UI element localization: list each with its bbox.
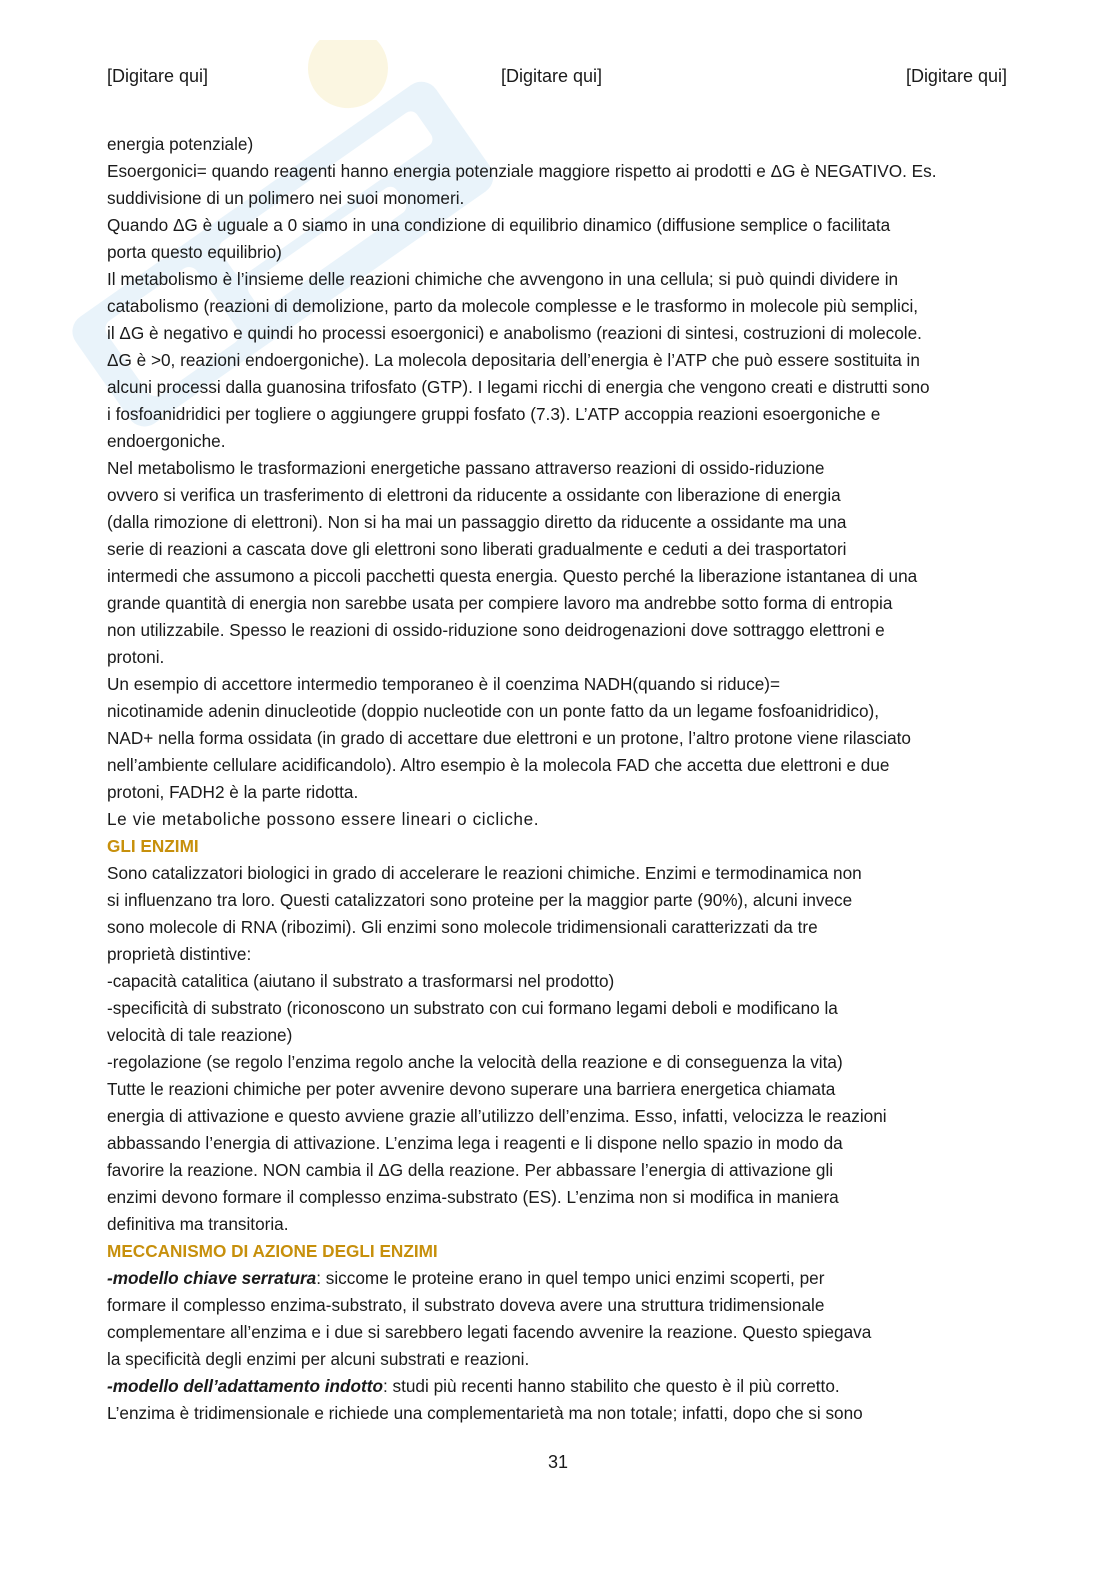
text-line: protoni. xyxy=(107,647,165,667)
header-right: [Digitare qui] xyxy=(905,66,1007,86)
text-line: il ΔG è negativo e quindi ho processi esoergonici) e anabolismo (reazioni di sintesi, costruzioni di molecole. xyxy=(107,323,922,343)
section-title-meccanismo: MECCANISMO DI AZIONE DEGLI ENZIMI xyxy=(107,1241,438,1261)
text-line: suddivisione di un polimero nei suoi monomeri. xyxy=(107,188,465,208)
paragraph-block-chiave xyxy=(107,1292,1007,1373)
text-line: proprietà distintive: xyxy=(107,944,252,964)
text-line: alcuni processi dalla guanosina trifosfato (GTP). I legami ricchi di energia che vengono creati e distrutti sono xyxy=(107,377,930,397)
text-line: Sono catalizzatori biologici in grado di accelerare le reazioni chimiche. Enzimi e termodinamica non xyxy=(107,863,862,883)
text-line: L’enzima è tridimensionale e richiede una complementarietà ma non totale; infatti, dopo che si sono xyxy=(107,1403,863,1423)
text-line: non utilizzabile. Spesso le reazioni di ossido-riduzione sono deidrogenazioni dove sottraggo elettroni e xyxy=(107,620,885,640)
term-emphasis: -modello chiave serratura xyxy=(107,1268,317,1288)
text-line: Un esempio di accettore intermedio temporaneo è il coenzima NADH(quando si riduce)= xyxy=(107,674,781,694)
term-description: : siccome le proteine erano in quel tempo unici enzimi scoperti, per xyxy=(316,1268,825,1288)
text-line: energia potenziale) xyxy=(107,134,254,154)
text-line: Tutte le reazioni chimiche per poter avvenire devono superare una barriera energetica chiamata xyxy=(107,1079,836,1099)
text-line: -capacità catalitica (aiutano il substrato a trasformarsi nel prodotto) xyxy=(107,971,615,991)
text-line: NAD+ nella forma ossidata (in grado di accettare due elettroni e un protone, l’altro protone viene rilasciato xyxy=(107,728,911,748)
text-line: ΔG è >0, reazioni endoergoniche). La molecola depositaria dell’energia è l’ATP che può essere sostituita in xyxy=(107,350,920,370)
text-line: definitiva ma transitoria. xyxy=(107,1214,289,1234)
text-line: si influenzano tra loro. Questi catalizzatori sono proteine per la maggior parte (90%), alcuni invece xyxy=(107,890,853,910)
paragraph-block-enzimi xyxy=(107,860,1007,1238)
text-line: Le vie metaboliche possono essere lineari o cicliche. xyxy=(107,809,540,829)
term-description: : studi più recenti hanno stabilito che questo è il più corretto. xyxy=(382,1376,840,1396)
text-line: nell’ambiente cellulare acidificandolo). Altro esempio è la molecola FAD che accetta due elettroni e due xyxy=(107,755,890,775)
text-line: formare il complesso enzima-substrato, il substrato doveva avere una struttura tridimensionale xyxy=(107,1295,825,1315)
text-line: -specificità di substrato (riconoscono un substrato con cui formano legami deboli e modificano la xyxy=(107,998,838,1018)
text-line: energia di attivazione e questo avviene grazie all’utilizzo dell’enzima. Esso, infatti, velocizza le reazioni xyxy=(107,1106,887,1126)
text-line: abbassando l’energia di attivazione. L’enzima lega i reagenti e li dispone nello spazio in modo da xyxy=(107,1133,843,1153)
text-line: nicotinamide adenin dinucleotide (doppio nucleotide con un ponte fatto da un legame fosfoanidridico), xyxy=(107,701,880,721)
model-chiave-serratura xyxy=(107,1265,1007,1292)
term-emphasis: -modello dell’adattamento indotto xyxy=(107,1376,383,1396)
text-line: protoni, FADH2 è la parte ridotta. xyxy=(107,782,359,802)
text-line: Nel metabolismo le trasformazioni energetiche passano attraverso reazioni di ossido-riduzione xyxy=(107,458,825,478)
header-center: [Digitare qui] xyxy=(501,66,603,86)
text-line: (dalla rimozione di elettroni). Non si ha mai un passaggio diretto da riducente a ossidante ma una xyxy=(107,512,847,532)
text-line: endoergoniche. xyxy=(107,431,226,451)
text-line: catabolismo (reazioni di demolizione, parto da molecole complesse e le trasformo in molecole più semplici, xyxy=(107,296,919,316)
text-line: serie di reazioni a cascata dove gli elettroni sono liberati gradualmente e ceduti a dei trasportatori xyxy=(107,539,847,559)
text-line: grande quantità di energia non sarebbe usata per compiere lavoro ma andrebbe sotto forma di entropia xyxy=(107,593,893,613)
text-line: favorire la reazione. NON cambia il ΔG della reazione. Per abbassare l’energia di attivazione gli xyxy=(107,1160,834,1180)
paragraph-block-indotto xyxy=(107,1400,1007,1427)
text-line: Il metabolismo è l’insieme delle reazioni chimiche che avvengono in una cellula; si può quindi dividere in xyxy=(107,269,899,289)
model-adattamento-indotto xyxy=(107,1373,1007,1400)
text-line: Quando ΔG è uguale a 0 siamo in una condizione di equilibrio dinamico (diffusione semplice o facilitata xyxy=(107,215,891,235)
text-line: Esoergonici= quando reagenti hanno energia potenziale maggiore rispetto ai prodotti e ΔG è NEGATIVO. Es. xyxy=(107,161,937,181)
text-line: -regolazione (se regolo l’enzima regolo anche la velocità della reazione e di conseguenza la vita) xyxy=(107,1052,843,1072)
document-body xyxy=(107,131,1007,1427)
text-line: velocità di tale reazione) xyxy=(107,1025,293,1045)
text-line: ovvero si verifica un trasferimento di elettroni da riducente a ossidante con liberazione di energia xyxy=(107,485,841,505)
page-header xyxy=(107,66,1007,92)
paragraph-block-energy xyxy=(107,131,1007,806)
text-line: enzimi devono formare il complesso enzima-substrato (ES). L’enzima non si modifica in maniera xyxy=(107,1187,839,1207)
text-line: sono molecole di RNA (ribozimi). Gli enzimi sono molecole tridimensionali caratterizzati da tre xyxy=(107,917,818,937)
text-line: porta questo equilibrio) xyxy=(107,242,282,262)
text-line: la specificità degli enzimi per alcuni substrati e reazioni. xyxy=(107,1349,530,1369)
text-line: complementare all’enzima e i due si sarebbero legati facendo avvenire la reazione. Questo spiegava xyxy=(107,1322,872,1342)
page-number: 31 xyxy=(547,1452,569,1472)
section-title-enzimi: GLI ENZIMI xyxy=(107,836,199,856)
header-left: [Digitare qui] xyxy=(107,66,209,86)
text-line: i fosfoanidridici per togliere o aggiungere gruppi fosfato (7.3). L’ATP accoppia reazioni esoergoniche e xyxy=(107,404,881,424)
text-line: intermedi che assumono a piccoli pacchetti questa energia. Questo perché la liberazione istantanea di una xyxy=(107,566,918,586)
